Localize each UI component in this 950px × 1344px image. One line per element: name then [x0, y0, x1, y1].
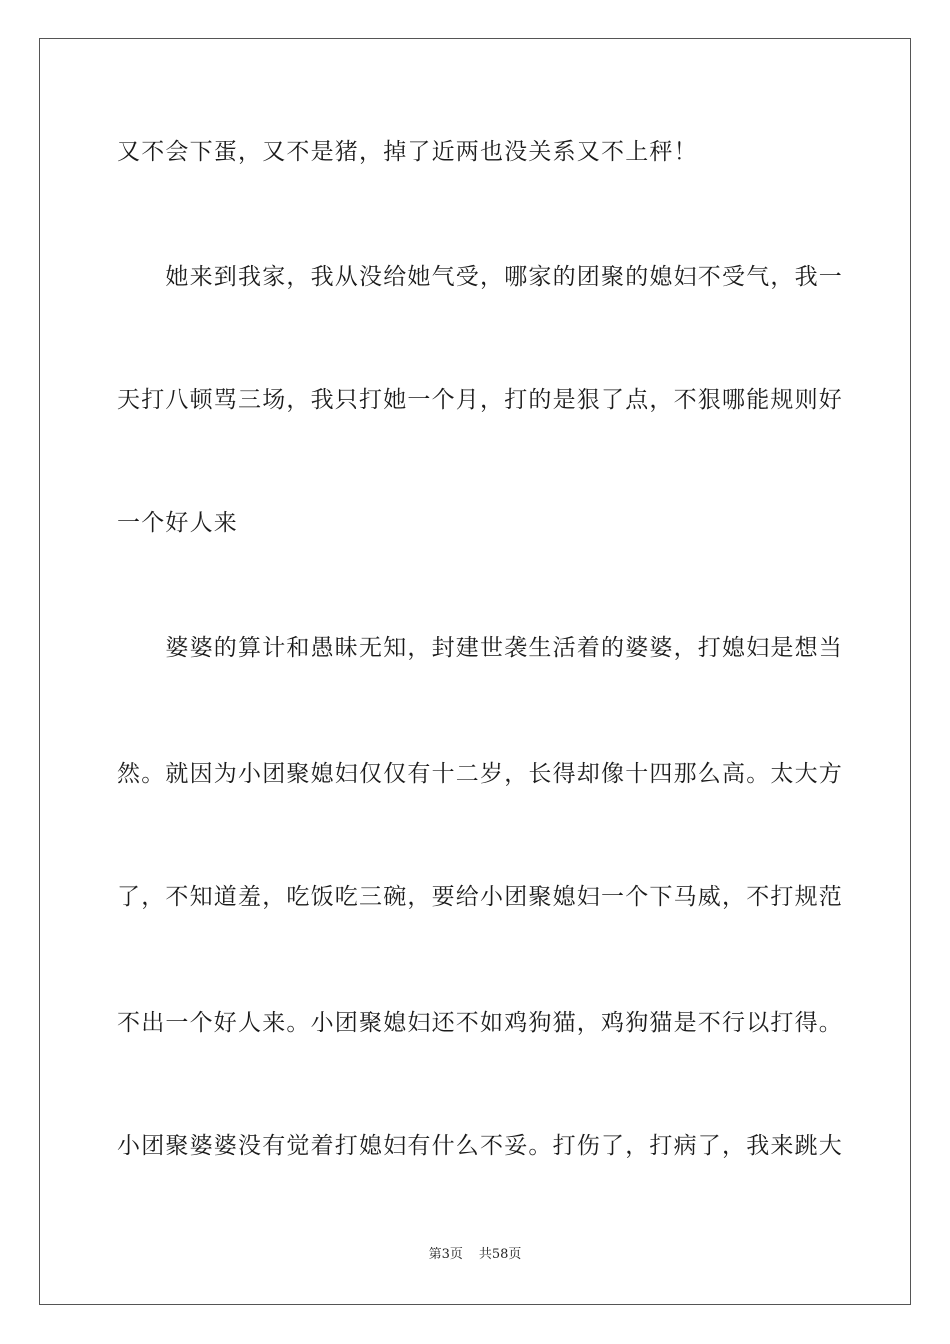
text-line-4: 一个好人来 [117, 510, 238, 536]
text-line-9: 小团聚婆婆没有觉着打媳妇有什么不妥。打伤了，打病了，我来跳大 [117, 1133, 843, 1159]
text-line-1: 又不会下蛋，又不是猪，掉了近两也没关系又不上秤！ [117, 139, 698, 165]
text-line-7: 了，不知道羞，吃饭吃三碗，要给小团聚媳妇一个下马威，不打规范 [117, 884, 843, 910]
text-line-5: 婆婆的算计和愚昧无知，封建世袭生活着的婆婆，打媳妇是想当 [117, 635, 843, 661]
page-footer [0, 1246, 950, 1264]
page-border [39, 38, 911, 1305]
text-line-8: 不出一个好人来。小团聚媳妇还不如鸡狗猫，鸡狗猫是不行以打得。 [117, 1010, 843, 1036]
text-line-3: 天打八顿骂三场，我只打她一个月，打的是狠了点，不狠哪能规则好 [117, 387, 843, 413]
page-number: 第3页 [428, 1247, 463, 1262]
text-line-2: 她来到我家，我从没给她气受，哪家的团聚的媳妇不受气，我一 [117, 264, 843, 290]
text-line-6: 然。就因为小团聚媳妇仅仅有十二岁，长得却像十四那么高。太大方 [117, 761, 843, 787]
page-total: 共58页 [478, 1247, 522, 1262]
